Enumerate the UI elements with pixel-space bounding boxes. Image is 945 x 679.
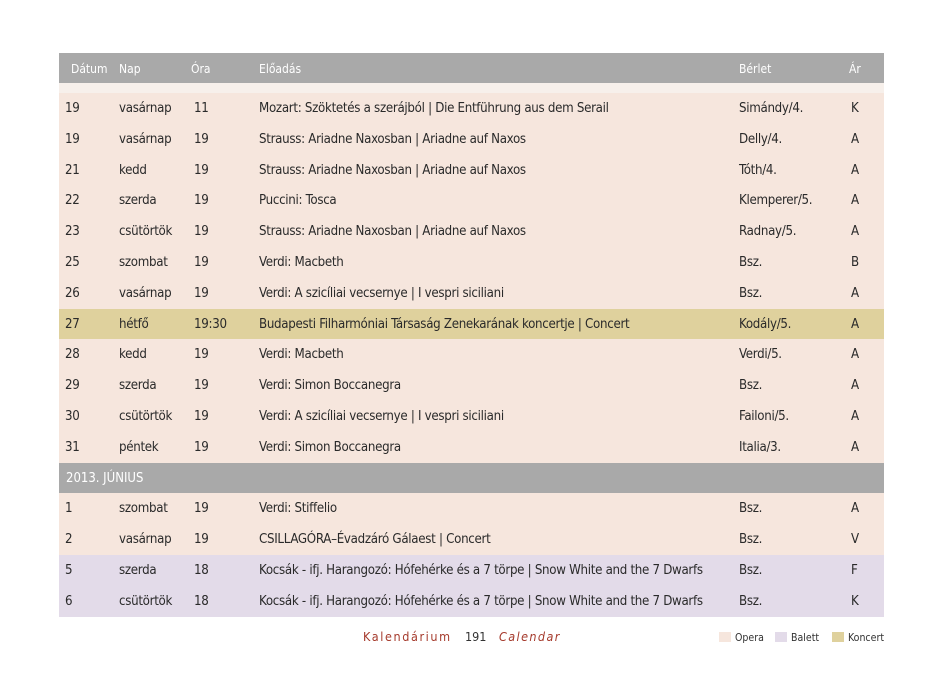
cell-performance: CSILLAGÓRA–Évadzáró Gálaest | Concert — [259, 532, 491, 548]
cell-day: szerda — [119, 562, 157, 578]
table-row — [59, 309, 884, 340]
legend-koncert — [832, 632, 884, 644]
section-june — [59, 463, 884, 494]
legend-opera-swatch — [719, 632, 731, 642]
june-rows — [59, 493, 884, 616]
cell-time: 19 — [194, 131, 209, 147]
cell-performance: Strauss: Ariadne Naxosban | Ariadne auf Naxos — [259, 162, 526, 178]
legend-koncert-label: Koncert — [848, 632, 885, 644]
cell-pass: Bsz. — [739, 532, 763, 548]
cell-price: B — [851, 254, 859, 270]
cell-pass: Italia/3. — [739, 439, 781, 455]
cell-date: 28 — [65, 347, 80, 363]
cell-date: 25 — [65, 254, 80, 270]
cell-price: V — [851, 532, 859, 548]
cell-day: vasárnap — [119, 285, 172, 301]
cell-day: kedd — [119, 162, 147, 178]
cell-price: A — [851, 378, 859, 394]
header-price: Ár — [849, 62, 861, 76]
table-row — [59, 370, 884, 401]
cell-time: 19 — [194, 378, 209, 394]
legend-balett-label: Balett — [791, 632, 820, 644]
cell-date: 19 — [65, 131, 80, 147]
cell-day: vasárnap — [119, 532, 172, 548]
table-row — [59, 278, 884, 309]
cell-performance: Kocsák - ifj. Harangozó: Hófehérke és a 7 törpe | Snow White and the 7 Dwarfs — [259, 593, 703, 609]
table-row — [59, 216, 884, 247]
cell-date: 29 — [65, 378, 80, 394]
header-pass: Bérlet — [739, 62, 772, 76]
cell-time: 19 — [194, 285, 209, 301]
cell-day: péntek — [119, 439, 159, 455]
cell-day: hétfő — [119, 316, 149, 332]
cell-pass: Tóth/4. — [739, 162, 777, 178]
table-row — [59, 339, 884, 370]
cell-time: 18 — [194, 593, 209, 609]
table-row — [59, 401, 884, 432]
cell-date: 6 — [65, 593, 73, 609]
cell-time: 18 — [194, 562, 209, 578]
cell-price: A — [851, 193, 859, 209]
cell-day: kedd — [119, 347, 147, 363]
cell-day: csütörtök — [119, 224, 173, 240]
cell-performance: Puccini: Tosca — [259, 193, 337, 209]
cell-date: 30 — [65, 408, 80, 424]
legend-balett — [775, 632, 819, 644]
cell-price: K — [851, 101, 859, 116]
cell-day: szerda — [119, 193, 157, 209]
cell-performance: Strauss: Ariadne Naxosban | Ariadne auf Naxos — [259, 224, 526, 240]
cell-pass: Bsz. — [739, 378, 763, 394]
table-row — [59, 432, 884, 463]
cell-price: A — [851, 162, 859, 178]
cell-price: A — [851, 501, 859, 517]
header-performance: Előadás — [259, 62, 302, 76]
table-row — [59, 247, 884, 278]
footer — [0, 628, 945, 648]
cell-time: 19 — [194, 162, 209, 178]
cell-pass: Bsz. — [739, 593, 763, 609]
legend-balett-swatch — [775, 632, 787, 642]
cell-time: 19 — [194, 224, 209, 240]
cell-time: 19 — [194, 254, 209, 270]
cell-time: 19 — [194, 347, 209, 363]
cell-performance: Verdi: Macbeth — [259, 254, 344, 270]
legend-opera — [719, 632, 764, 644]
cell-day: vasárnap — [119, 101, 172, 116]
cell-day: vasárnap — [119, 131, 172, 147]
cell-date: 31 — [65, 439, 80, 455]
cell-time: 19 — [194, 408, 209, 424]
cell-price: K — [851, 593, 859, 609]
cell-pass: Kodály/5. — [739, 316, 792, 332]
cell-date: 1 — [65, 501, 73, 517]
cell-date: 23 — [65, 224, 80, 240]
table-row — [59, 124, 884, 155]
cell-time: 19:30 — [194, 316, 227, 332]
table-row — [59, 524, 884, 555]
cell-date: 5 — [65, 562, 73, 578]
cell-pass: Simándy/4. — [739, 101, 804, 116]
cell-day: csütörtök — [119, 408, 173, 424]
page-number: 191 — [465, 629, 487, 644]
cell-pass: Delly/4. — [739, 131, 782, 147]
legend-koncert-swatch — [832, 632, 844, 642]
table-row — [59, 93, 884, 124]
cell-time: 11 — [194, 101, 209, 116]
footer-kalendarium: Kalendárium — [363, 629, 452, 644]
cell-pass: Bsz. — [739, 501, 763, 517]
may-rows — [59, 93, 884, 463]
cell-pass: Verdi/5. — [739, 347, 782, 363]
cell-pass: Bsz. — [739, 562, 763, 578]
cell-day: szombat — [119, 254, 168, 270]
cell-price: F — [851, 562, 858, 578]
cell-date: 27 — [65, 316, 80, 332]
header-date: Dátum — [71, 62, 108, 76]
cell-performance: Strauss: Ariadne Naxosban | Ariadne auf Naxos — [259, 131, 526, 147]
cell-performance: Budapesti Filharmóniai Társaság Zenekarának koncertje | Concert — [259, 316, 630, 332]
cell-performance: Verdi: Simon Boccanegra — [259, 439, 401, 455]
table-row — [59, 555, 884, 586]
cell-pass: Bsz. — [739, 285, 763, 301]
legend-opera-label: Opera — [735, 632, 764, 644]
cell-performance: Kocsák - ifj. Harangozó: Hófehérke és a 7 törpe | Snow White and the 7 Dwarfs — [259, 562, 703, 578]
cell-time: 19 — [194, 193, 209, 209]
cell-time: 19 — [194, 439, 209, 455]
cell-time: 19 — [194, 501, 209, 517]
footer-calendar: Calendar — [499, 629, 561, 644]
cell-date: 22 — [65, 193, 80, 209]
calendar-table — [59, 53, 884, 617]
cell-date: 21 — [65, 162, 80, 178]
table-header — [59, 53, 884, 83]
cell-day: szombat — [119, 501, 168, 517]
cell-performance: Verdi: Stiffelio — [259, 501, 337, 517]
cell-price: A — [851, 285, 859, 301]
cell-performance: Verdi: Simon Boccanegra — [259, 378, 401, 394]
cell-performance: Verdi: Macbeth — [259, 347, 344, 363]
cell-date: 26 — [65, 285, 80, 301]
section-june-label: 2013. JÚNIUS — [66, 470, 144, 486]
table-row — [59, 493, 884, 524]
table-row — [59, 185, 884, 216]
cell-performance: Verdi: A szicíliai vecsernye | I vespri siciliani — [259, 408, 504, 424]
cell-date: 2 — [65, 532, 73, 548]
cell-day: szerda — [119, 378, 157, 394]
cell-day: csütörtök — [119, 593, 173, 609]
cell-time: 19 — [194, 532, 209, 548]
cell-performance: Mozart: Szöktetés a szerájból | Die Entführung aus dem Serail — [259, 101, 609, 116]
cell-pass: Radnay/5. — [739, 224, 797, 240]
cell-pass: Failoni/5. — [739, 408, 789, 424]
cell-pass: Bsz. — [739, 254, 763, 270]
cell-price: A — [851, 408, 859, 424]
cell-date: 19 — [65, 101, 80, 116]
header-time: Óra — [191, 62, 211, 76]
table-row — [59, 155, 884, 186]
cell-price: A — [851, 316, 859, 332]
header-gap — [59, 83, 884, 93]
cell-price: A — [851, 347, 859, 363]
table-row — [59, 586, 884, 617]
cell-pass: Klemperer/5. — [739, 193, 813, 209]
cell-price: A — [851, 439, 859, 455]
cell-performance: Verdi: A szicíliai vecsernye | I vespri siciliani — [259, 285, 504, 301]
cell-price: A — [851, 131, 859, 147]
cell-price: A — [851, 224, 859, 240]
header-day: Nap — [119, 62, 141, 76]
